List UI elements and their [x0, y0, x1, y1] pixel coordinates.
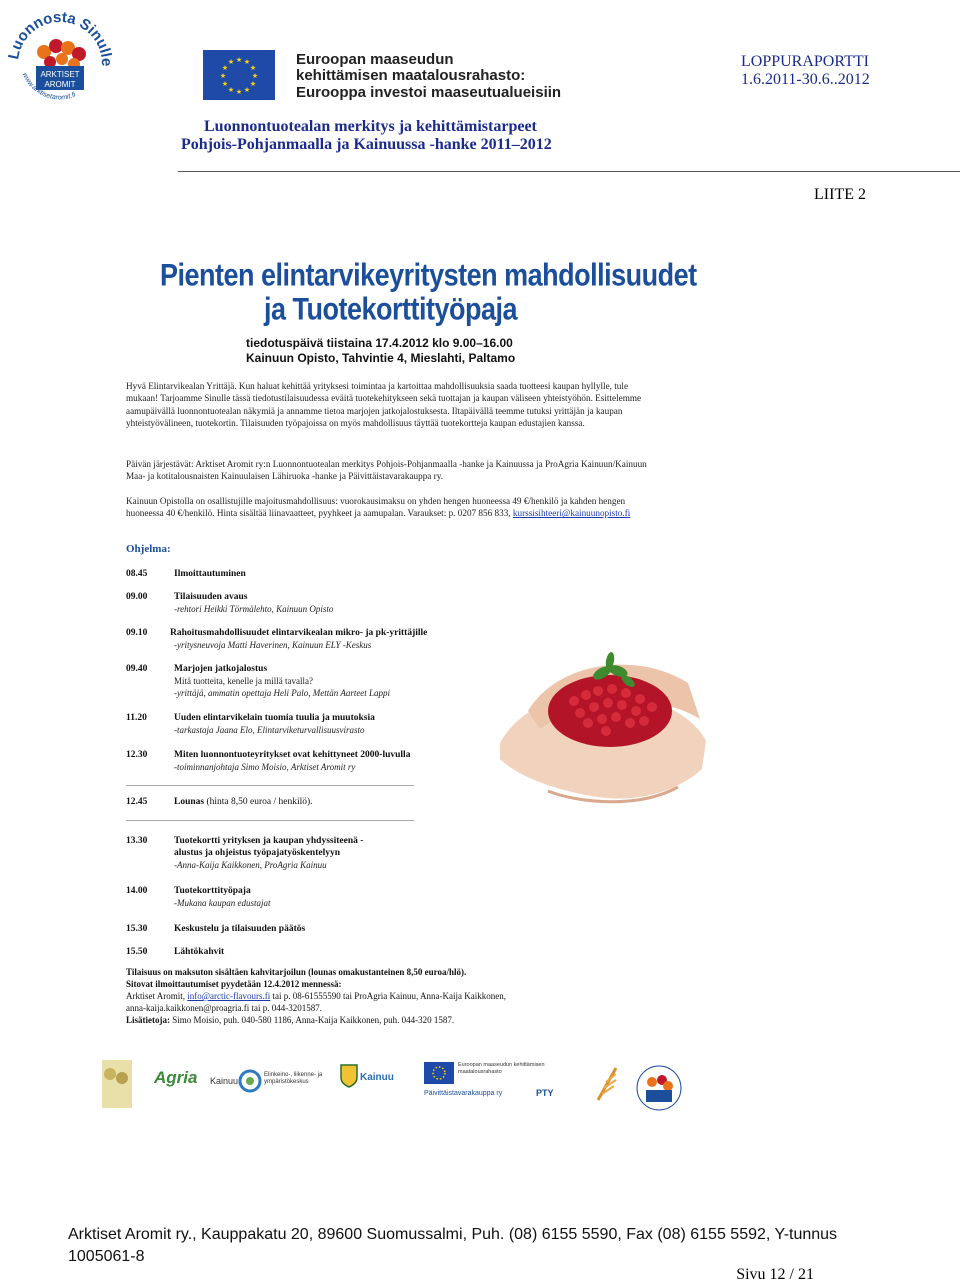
program-title: Rahoitusmahdollisuudet elintarvikealan mikro- ja pk-yrittäjille [170, 628, 428, 638]
kainuu-crest-icon [340, 1064, 358, 1088]
report-dates: 1.6.2011-30.6..2012 [741, 71, 870, 88]
report-label: LOPPURAPORTTI [741, 53, 869, 70]
logo-center-line1: ARKTISET [40, 70, 80, 79]
program-time: 08.45 [126, 569, 148, 579]
appendix-label: LIITE 2 [814, 186, 866, 203]
arktiset-aromit-logo [4, 6, 116, 118]
sponsor-figures-icon [98, 1056, 136, 1114]
program-divider [126, 820, 414, 821]
logo-url-text: www.arktisetaromit.fi [20, 71, 77, 102]
proagria-logo: Agria [154, 1068, 198, 1087]
program-title-cont: alustus ja ohjeistus työpajatyöskentelyyn [174, 848, 341, 858]
closing-line-4: anna-kaija.kaikkonen@proagria.fi tai p. 044-3201587. [126, 1003, 322, 1013]
accommodation-text: Kainuun Opistolla on osallistujille majoitusmahdollisuus: vuorokausimaksu on yhden hengen huoneessa 49 €/henkilö ja kahden hengen huoneessa 40 €/henkilö. Hinta sisältää liinavaatteet, pyyhkeet ja aamupalan. Varaukset: p. 0207 856 833, [126, 496, 626, 519]
program-title: Miten luonnontuoteyritykset ovat kehittyneet 2000-luvulla [174, 750, 411, 760]
program-time: 14.00 [126, 886, 148, 896]
svg-text:★: ★ [235, 88, 243, 96]
program-title: Tuotekortti yrityksen ja kaupan yhdyssiteenä - [174, 836, 364, 846]
program-lunch-price: (hinta 8,50 euroa / henkilö). [206, 797, 313, 807]
svg-text:★: ★ [227, 86, 235, 94]
accommodation-paragraph [126, 495, 658, 520]
svg-text:★: ★ [249, 64, 257, 72]
program-divider [126, 785, 414, 786]
eu-flag-small-icon [424, 1062, 454, 1084]
program-speaker: -Mukana kaupan edustajat [174, 898, 271, 908]
svg-text:★: ★ [249, 80, 257, 88]
program-title: Keskustelu ja tilaisuuden päätös [174, 924, 306, 934]
wheat-icon [594, 1064, 620, 1104]
eu-flag-icon [203, 50, 275, 100]
program-time: 09.10 [126, 628, 148, 638]
intro-paragraph: Hyvä Elintarvikealan Yrittäjä. Kun haluat kehittää yrityksesi toimintaa ja kartoittaa mahdollisuuksia saada tuotteesi kaupan hyllylle, tule mukaan! Tarjoamme Sinulle tässä tiedotustilaisuudessa eväitä tuotekehitykseen sekä tuottajan ja kaupan väliseen yhteistyöhön. Esittelemme aamupäivällä luonnontuotealan näkymiä ja annamme tietoa marjojen jatkojalostuksesta. Iltapäivällä teemme tutuksi yrittäjän ja kaupan yhteistyövälineen, tuotekortin. Tilaisuuden työpajoissa on myös mahdollisuus täyttää tuotekortteja kaupan edustajien kanssa. [126, 381, 642, 429]
registration-email-link[interactable]: info@arctic-flavours.fi [187, 991, 271, 1001]
program-subtitle: Mitä tuotteita, kenelle ja millä tavalla? [174, 676, 313, 686]
logo-arc-text: Luonnosta Sinulle [5, 8, 116, 67]
eu-line-1: Euroopan maaseudun [296, 51, 454, 68]
program-lunch [174, 797, 313, 807]
organizers-paragraph: Päivän järjestävät: Arktiset Aromit ry:n Luonnontuotealan merkitys Pohjois-Pohjanmaalla -hanke ja Kainuussa ja ProAgria Kainuun/Kainuun Maa- ja kotitalousnaisten Kainuulaisen Lähiruoka -hanke ja Päivittäistavarakauppa ry. [126, 459, 647, 482]
program-title: Ilmoittautuminen [174, 569, 246, 579]
footer-address: Arktiset Aromit ry., Kauppakatu 20, 89600 Suomussalmi, Puh. (08) 6155 5590, Fax (08) 6155 5592, Y-tunnus [68, 1226, 838, 1243]
closing-line-1: Tilaisuus on maksuton sisältäen kahvitarjoilun (lounas omakustanteinen 8,50 euroa/hlö). [126, 967, 467, 977]
program-speaker: -toiminnanjohtaja Simo Moisio, Arktiset Aromit ry [174, 762, 356, 772]
closing-line-5 [126, 1015, 454, 1027]
program-title: Lähtökahvit [174, 947, 225, 957]
event-date: tiedotuspäivä tiistaina 17.4.2012 klo 9.00–16.00 [246, 336, 513, 350]
program-time: 15.30 [126, 924, 148, 934]
ely-label: Elinkeino-, liikenne- ja ympäristökeskus [264, 1072, 323, 1085]
kainuu-label: Kainuu [210, 1076, 239, 1086]
program-title: Lounas [174, 797, 205, 807]
program-time: 12.30 [126, 750, 148, 760]
further-info-label: Lisätietoja: [126, 1015, 170, 1025]
svg-text:★: ★ [221, 64, 229, 72]
svg-text:★: ★ [243, 58, 251, 66]
page-number: Sivu 12 / 21 [736, 1266, 814, 1283]
eu-line-3: Eurooppa investoi maaseutualueisiin [296, 84, 562, 101]
footer-business-id: 1005061-8 [68, 1248, 145, 1265]
pty-logo: PTY [536, 1088, 554, 1098]
closing-line-3 [126, 991, 506, 1003]
project-title-line2: Pohjois-Pohjanmaalla ja Kainuussa -hanke 2011–2012 [181, 136, 552, 153]
kainuu-region-logo: Kainuu [360, 1072, 394, 1083]
event-location: Kainuun Opisto, Tahvintie 4, Mieslahti, Paltamo [246, 351, 516, 365]
program-time: 11.20 [126, 713, 147, 723]
arktiset-aromit-small-logo [630, 1056, 688, 1116]
program-time: 09.00 [126, 592, 148, 602]
closing-org: Arktiset Aromit, [126, 991, 185, 1001]
program-title: Tilaisuuden avaus [174, 592, 248, 602]
svg-text:★: ★ [251, 72, 259, 80]
further-info-text: Simo Moisio, puh. 040-580 1186, Anna-Kaija Kaikkonen, puh. 044-320 1587. [172, 1015, 455, 1025]
project-title-line1: Luonnontuotealan merkitys ja kehittämistarpeet [204, 118, 537, 135]
logo-center-line2: AROMIT [44, 80, 76, 89]
svg-text:★: ★ [235, 56, 243, 64]
berry-cluster-icon [37, 39, 86, 70]
closing-line-2: Sitovat ilmoittautumiset pyydetään 12.4.2012 mennessä: [126, 979, 342, 989]
svg-text:★: ★ [221, 80, 229, 88]
svg-text:★: ★ [243, 86, 251, 94]
hands-with-berries-image [488, 591, 708, 813]
program-time: 15.50 [126, 947, 148, 957]
program-speaker: -yrittäjä, ammatin opettaja Heli Palo, Mettän Aarteet Lappi [174, 688, 391, 698]
closing-phone: tai p. 08-61555590 tai ProAgria Kainuu, Anna-Kaija Kaikkonen, [272, 991, 506, 1001]
poster-title-line2: ja Tuotekorttityöpaja [264, 292, 518, 327]
header-divider [178, 171, 960, 172]
program-title: Uuden elintarvikelain tuomia tuulia ja muutoksia [174, 713, 375, 723]
program-title: Marjojen jatkojalostus [174, 664, 268, 674]
program-speaker: -Anna-Kaija Kaikkonen, ProAgria Kainuu [174, 860, 327, 870]
sponsor-logo-strip [98, 1054, 710, 1118]
svg-text:★: ★ [219, 72, 227, 80]
program-time: 13.30 [126, 836, 148, 846]
svg-text:★: ★ [227, 58, 235, 66]
program-title: Tuotekorttityöpaja [174, 886, 251, 896]
eu-small-label: Euroopan maaseudun kehittämisen maatalousrahasto [458, 1062, 545, 1075]
eu-line-2: kehittämisen maatalousrahasto: [296, 67, 526, 84]
ely-swirl-icon [238, 1068, 262, 1094]
event-poster [110, 246, 708, 1128]
program-time: 12.45 [126, 797, 148, 807]
program-speaker: -tarkastaja Jaana Elo, Elintarviketurvallisuusvirasto [174, 725, 365, 735]
poster-title-line1: Pienten elintarvikeyritysten mahdollisuudet [160, 258, 697, 293]
program-speaker: -yritysneuvoja Matti Haverinen, Kainuun ELY -Keskus [174, 640, 372, 650]
program-speaker: -rehtori Heikki Törmälehto, Kainuun Opisto [174, 604, 334, 614]
program-heading: Ohjelma: [126, 543, 171, 555]
program-time: 09.40 [126, 664, 148, 674]
accommodation-email-link[interactable]: kurssisihteeri@kainuunopisto.fi [512, 508, 631, 519]
pty-full-label: Päivittäistavarakauppa ry [424, 1090, 503, 1097]
